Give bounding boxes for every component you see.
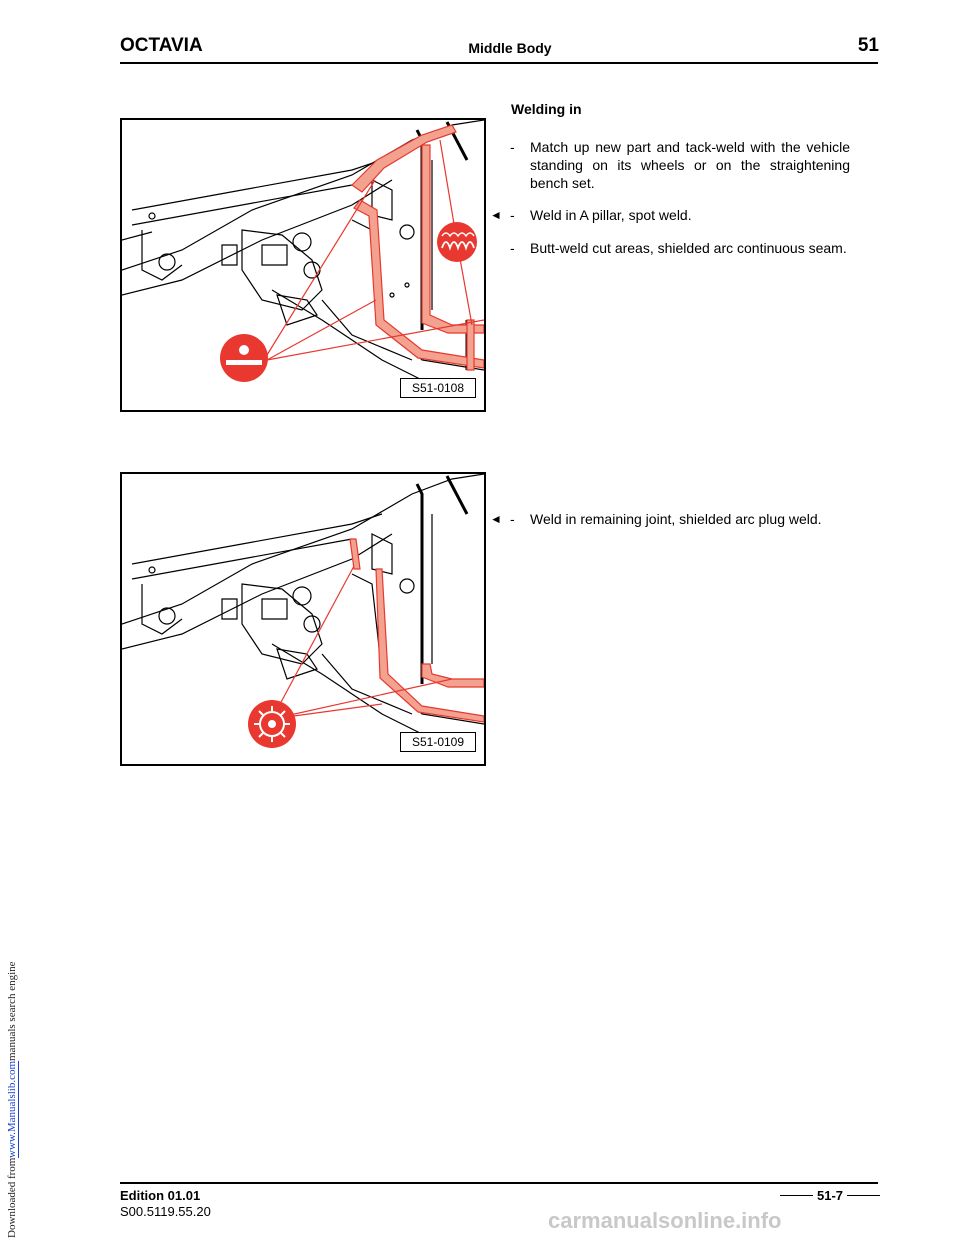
header-model: OCTAVIA [120,35,203,56]
instruction-item [490,510,850,528]
item-dash: - [510,511,515,527]
item-text: Match up new part and tack-weld with the vehicle standing on its wheels or on the straightening bench set. [530,139,850,191]
source-note-prefix: Downloaded from [6,1157,18,1238]
watermark: carmanualsonline.info [548,1208,782,1233]
item-text: Weld in remaining joint, shielded arc plug weld. [530,511,822,527]
item-dash: - [510,240,515,256]
spot-weld-symbol-icon [220,334,268,382]
figure-a-pillar-spot-weld [120,118,486,412]
item-text: Weld in A pillar, spot weld. [530,207,692,223]
footer-edition: Edition 01.01 [120,1188,201,1203]
section-heading: Welding in [511,101,582,117]
figure-label: S51-0108 [400,378,476,398]
header-rule [120,62,878,64]
figure-plug-weld [120,472,486,766]
item-dash: - [510,139,515,155]
source-link[interactable]: www.Manualslib.com [6,1060,18,1158]
footer-page-bar-right [847,1195,880,1196]
item-dash: - [510,207,515,223]
source-note [4,10,18,1238]
plug-weld-symbol-icon [248,700,296,748]
footer-rule [120,1182,878,1184]
instruction-item [490,206,850,224]
footer-page-bar-left [780,1195,813,1196]
instruction-item [510,239,850,257]
footer-code: S00.5119.55.20 [120,1204,211,1219]
source-note-suffix: manuals search engine [6,961,18,1061]
instruction-item [510,138,850,192]
footer-page [780,1188,880,1203]
pointer-arrow-icon: ◄ [490,208,502,222]
item-text: Butt-weld cut areas, shielded arc continuous seam. [530,240,847,256]
header-section: Middle Body [468,40,552,56]
plug-weld-illustration [122,474,484,764]
figure-label: S51-0109 [400,732,476,752]
continuous-seam-symbol-icon [437,222,477,262]
pointer-arrow-icon: ◄ [490,512,502,526]
a-pillar-illustration [122,120,484,410]
header-group: 51 [857,35,879,56]
footer-page-number: 51-7 [816,1188,844,1203]
